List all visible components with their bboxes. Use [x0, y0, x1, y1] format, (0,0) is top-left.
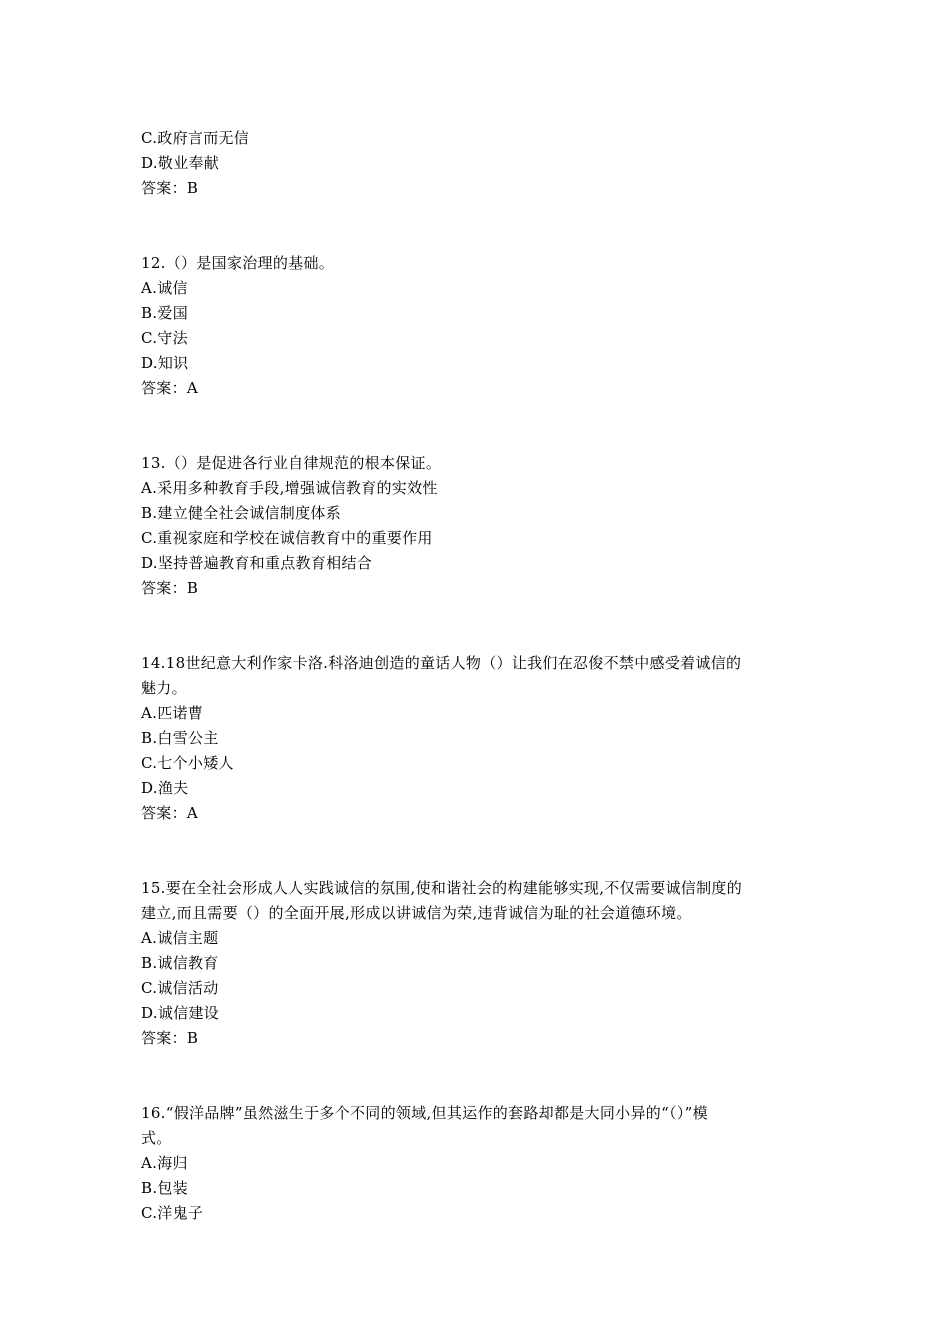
- question-15: [141, 876, 821, 1051]
- option-c: C.守法: [141, 329, 188, 347]
- option-c: C.重视家庭和学校在诚信教育中的重要作用: [141, 529, 433, 547]
- spacer: [141, 1051, 821, 1101]
- spacer: [141, 401, 821, 451]
- option-a: A.匹诺曹: [141, 704, 204, 722]
- question-14: [141, 651, 821, 826]
- option-b: B.白雪公主: [141, 729, 219, 747]
- option-c: C.政府言而无信: [141, 129, 250, 147]
- answer: 答案：A: [141, 804, 199, 822]
- question-stem: 15.要在全社会形成人人实践诚信的氛围,使和谐社会的构建能够实现,不仅需要诚信制度的: [141, 879, 742, 897]
- option-d: D.坚持普遍教育和重点教育相结合: [141, 554, 373, 572]
- question-stem: 12.（）是国家治理的基础。: [141, 254, 335, 272]
- option-d: D.知识: [141, 354, 189, 372]
- question-stem-continued: 魅力。: [141, 679, 187, 697]
- option-a: A.海归: [141, 1154, 188, 1172]
- answer: 答案：B: [141, 579, 199, 597]
- answer: 答案：B: [141, 179, 199, 197]
- option-b: B.包装: [141, 1179, 188, 1197]
- question-16: [141, 1101, 821, 1226]
- spacer: [141, 826, 821, 876]
- option-c: C.诚信活动: [141, 979, 219, 997]
- option-d: D.诚信建设: [141, 1004, 220, 1022]
- option-b: B.诚信教育: [141, 954, 219, 972]
- option-c: C.七个小矮人: [141, 754, 234, 772]
- option-b: B.爱国: [141, 304, 188, 322]
- option-a: A.诚信主题: [141, 929, 219, 947]
- option-c: C.洋鬼子: [141, 1204, 204, 1222]
- question-stem-continued: 式。: [141, 1129, 172, 1147]
- question-13: [141, 451, 821, 601]
- question-12: [141, 251, 821, 401]
- question-stem: 14.18世纪意大利作家卡洛.科洛迪创造的童话人物（）让我们在忍俊不禁中感受着诚信的: [141, 654, 742, 672]
- option-b: B.建立健全社会诚信制度体系: [141, 504, 341, 522]
- option-a: A.采用多种教育手段,增强诚信教育的实效性: [141, 479, 438, 497]
- option-a: A.诚信: [141, 279, 188, 297]
- option-d: D.敬业奉献: [141, 154, 220, 172]
- question-fragment: [141, 126, 821, 201]
- answer: 答案：A: [141, 379, 199, 397]
- spacer: [141, 601, 821, 651]
- answer: 答案：B: [141, 1029, 199, 1047]
- question-stem-continued: 建立,而且需要（）的全面开展,形成以讲诚信为荣,违背诚信为耻的社会道德环境。: [141, 904, 692, 922]
- document-page: [141, 126, 821, 1226]
- question-stem: 16.“假洋品牌”虽然滋生于多个不同的领域,但其运作的套路却都是大同小异的“（）”模: [141, 1104, 708, 1122]
- option-d: D.渔夫: [141, 779, 189, 797]
- spacer: [141, 201, 821, 251]
- question-stem: 13.（）是促进各行业自律规范的根本保证。: [141, 454, 442, 472]
